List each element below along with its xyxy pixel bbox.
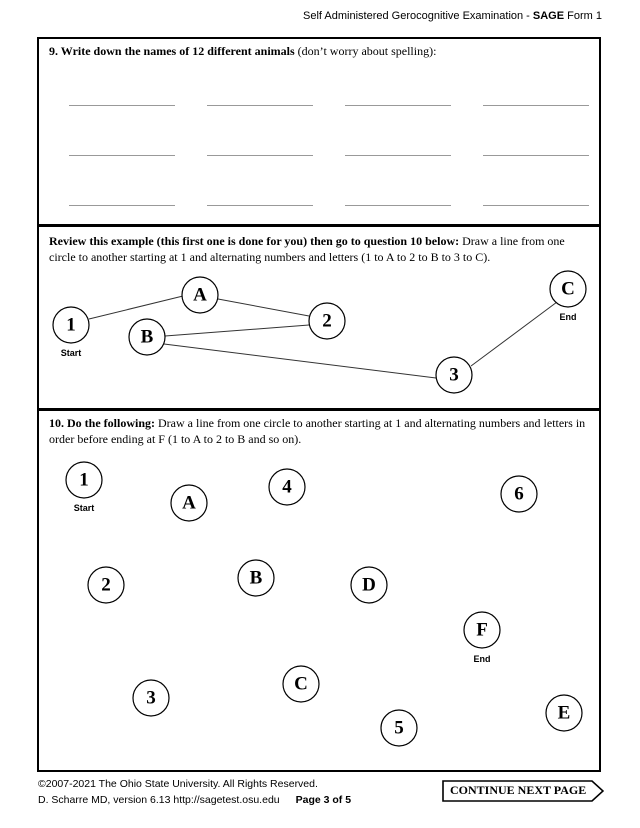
form-title-prefix: Self Administered Gerocognitive Examination - (303, 10, 533, 22)
trail-circle-f-label: F (476, 619, 488, 641)
trail-circle-a[interactable] (171, 485, 207, 521)
author-text: D. Scharre MD, version 6.13 http://sagetest.osu.edu (38, 794, 280, 806)
trail-circle-3-label: 3 (146, 687, 156, 709)
example-circle-1-label: 1 (66, 314, 76, 336)
footer-line (38, 794, 351, 806)
example-circle-2 (309, 303, 345, 339)
example-circle-c-label: C (561, 278, 575, 300)
trail-circle-f[interactable] (464, 612, 500, 664)
example-connector (165, 325, 309, 336)
continue-label: CONTINUE NEXT PAGE (450, 783, 587, 797)
trail-circle-c[interactable] (283, 666, 319, 702)
example-connector (164, 344, 436, 378)
example-circle-a-label: A (193, 284, 207, 306)
form-brand: SAGE (532, 10, 565, 22)
form-suffix: Form 1 (564, 10, 602, 22)
question-10-label: 10. Do the following: (49, 416, 155, 430)
question-10-instruction: Draw a line from one circle to another starting at 1 and alternating numbers and letters in order before ending at F (1 to A to 2 to B and so on). (49, 416, 586, 446)
example-circle-3-label: 3 (449, 364, 459, 386)
copyright-text: ©2007-2021 The Ohio State University. All Rights Reserved. (38, 778, 318, 790)
trail-circle-5-label: 5 (394, 717, 404, 739)
trail-circle-c-label: C (294, 673, 308, 695)
start-label: Start (73, 503, 95, 513)
example-connector (471, 302, 557, 366)
page-number: Page 3 of 5 (295, 794, 352, 806)
end-label: End (559, 312, 577, 322)
trail-circle-5[interactable] (381, 710, 417, 746)
trail-circle-2-label: 2 (101, 574, 111, 596)
example-circle-b (129, 319, 165, 355)
trail-circle-6-label: 6 (514, 483, 524, 505)
trail-circle-d-label: D (362, 574, 376, 596)
trail-circle-3[interactable] (133, 680, 169, 716)
example-connector (218, 299, 309, 316)
example-circle-2-label: 2 (322, 310, 332, 332)
trail-circle-6[interactable] (501, 476, 537, 512)
continue-next-page (442, 780, 604, 802)
trail-circle-b[interactable] (238, 560, 274, 596)
example-instruction: Draw a line from one circle to another starting at 1 and alternating numbers and letters (1 to A to 2 to B to 3 to C). (49, 234, 565, 264)
example-circle-1 (53, 307, 89, 358)
example-connector (89, 296, 183, 319)
trail-circle-1[interactable] (66, 462, 102, 513)
trail-circle-2[interactable] (88, 567, 124, 603)
trail-circle-a-label: A (182, 492, 196, 514)
trail-circle-4-label: 4 (282, 476, 292, 498)
start-label: Start (60, 348, 82, 358)
example-circle-b-label: B (140, 326, 154, 348)
example-circle-c (550, 271, 586, 322)
question-9-instruction: (don’t worry about spelling): (294, 44, 437, 58)
trail-circle-e-label: E (557, 702, 571, 724)
example-circle-a (182, 277, 218, 313)
question-9-label: 9. Write down the names of 12 different animals (49, 44, 295, 58)
trail-circle-b-label: B (249, 567, 263, 589)
trail-circle-1-label: 1 (79, 469, 89, 491)
example-intro: Review this example (this first one is done for you) then go to question 10 below: (49, 234, 460, 248)
end-label: End (473, 654, 491, 664)
example-circle-3 (436, 357, 472, 393)
trail-circle-4[interactable] (269, 469, 305, 505)
trail-circle-e[interactable] (546, 695, 582, 731)
trail-circle-d[interactable] (351, 567, 387, 603)
